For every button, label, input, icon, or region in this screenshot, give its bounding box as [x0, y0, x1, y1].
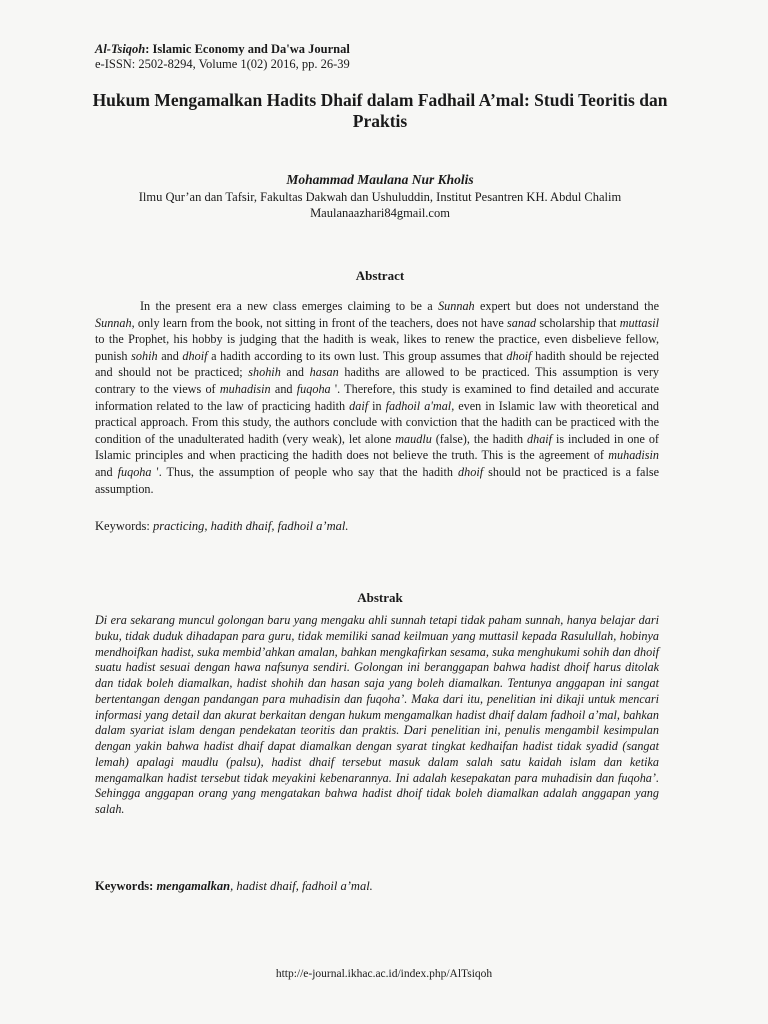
footer-url: http://e-journal.ikhac.ac.id/index.php/AlTsiqoh [275, 968, 493, 980]
paper-title: Hukum Mengamalkan Hadits Dhaif dalam Fadhail A’mal: Studi Teoritis dan Praktis [92, 90, 668, 131]
author-name: Mohammad Maulana Nur Kholis [286, 172, 474, 187]
keywords-value-rest: , hadist dhaif, fadhoil a’mal. [230, 879, 373, 893]
journal-name-italic: Al-Tsiqoh [95, 42, 146, 56]
journal-name [95, 42, 350, 57]
author-affiliation: Ilmu Qur’an dan Tafsir, Fakultas Dakwah dan Ushuluddin, Institut Pesantren KH. Abdul Chalim [138, 190, 622, 204]
journal-name-rest: : Islamic Economy and Da'wa Journal [145, 42, 350, 56]
abstract-heading: Abstract [355, 268, 405, 283]
abstract-english-body: In the present era a new class emerges claiming to be a Sunnah expert but does not understand the Sunnah, only learn from the book, not sitting in front of the teachers, does not have sanad scholarship that muttasil to the Prophet, his hobby is judging that the hadith is weak, likes to renew the practice, even disbelieve fellow, punish sohih and dhoif a hadith according to its own lust. This group assumes that dhoif hadith should be rejected and should not be practiced; shohih and hasan hadiths are allowed to be practiced. This assumption is very contrary to the views of muhadisin and fuqoha '. Therefore, this study is examined to find detailed and accurate information related to the law of practicing hadith daif in fadhoil a'mal, even in Islamic law with theoretical and practical approach. From this study, the authors conclude with conviction that the hadith can be practiced with the condition of the unadulterated hadith (very weak), let alone maudlu (false), the hadith dhaif is included in one of Islamic principles and when practicing the hadith does not believe the truth. This is the agreement of muhadisin and fuqoha '. Thus, the assumption of people who say that the hadith dhoif should not be practiced is a false assumption. [95, 299, 660, 496]
keywords-value: practicing, hadith dhaif, fadhoil a’mal. [152, 519, 349, 533]
keywords-label: Keywords: [95, 879, 157, 893]
keywords-value-first: mengamalkan [156, 879, 231, 893]
issn-line: e-ISSN: 2502-8294, Volume 1(02) 2016, pp. 26-39 [95, 57, 350, 71]
abstrak-heading: Abstrak [357, 590, 403, 605]
keywords-label: Keywords: [95, 519, 153, 533]
keywords-english [95, 519, 348, 534]
abstrak-indonesian-body: Di era sekarang muncul golongan baru yang mengaku ahli sunnah tetapi tidak paham sunnah, hanya belajar dari buku, tidak duduk dihadapan para guru, tidak memiliki sanad keilmuan yang muttasil kepada Rasulullah, hobinya mendhoifkan hadist, suka membid’ahkan amalan, bahkan mengkafirkan sesama, suka menghukumi sohih dan dhoif suatu hadist sesuai dengan hawa nafsunya sendiri. Golongan ini beranggapan bahwa hadist dhoif harus ditolak dan tidak boleh diamalkan, hadist shohih dan hasan saja yang boleh diamalkan. Tentunya anggapan ini sangat bertentangan dengan pandangan para muhadisin dan fuqoha’. Maka dari itu, penelitian ini dikaji untuk mencari informasi yang detail dan akurat berkaitan dengan hukum mengamalkan hadist dhaif dalam fadhoil a’mal, bahkan dalam syariat islam dengan pendekatan teoritis dan praktis. Dari penelitian ini, penulis mengambil kesimpulan dengan yakin bahwa hadist dhaif dapat diamalkan dengan syarat tingkat kedhaifan hadist tidak syadid (sangat lemah) apalagi maudlu (palsu), hadist dhaif tersebut masuk dalam salah satu kaidah islam dan ketika mengamalkan hadist tersebut tidak meyakini kebenarannya. Ini adalah kesepakatan para muhadisin dan fuqoha’. Sehingga anggapan orang yang mengatakan bahwa hadist dhoif tidak boleh diamalkan adalah anggapan yang salah. [95, 613, 659, 816]
author-email: Maulanaazhari84gmail.com [310, 206, 450, 220]
journal-header [95, 42, 350, 72]
keywords-indonesian [95, 879, 373, 894]
